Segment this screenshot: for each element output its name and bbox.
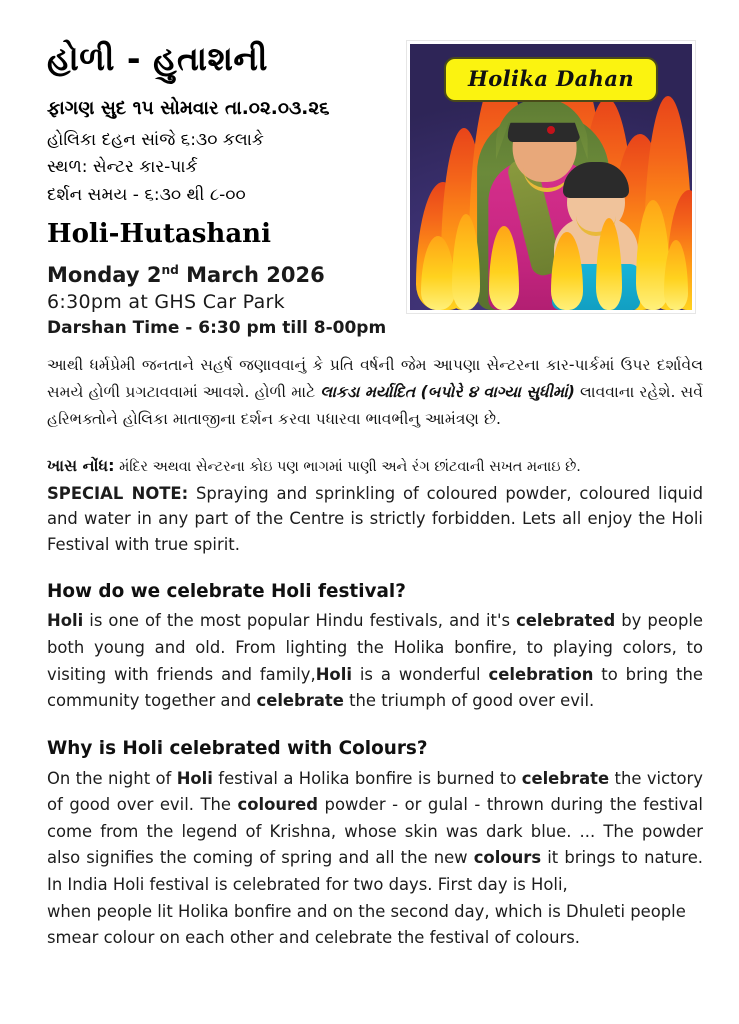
special-note-english — [47, 481, 703, 558]
section-heading-how: How do we celebrate Holi festival? — [47, 580, 406, 602]
how-text-1: is one of the most popular Hindu festivals, and it's — [83, 611, 517, 631]
poster-body — [0, 352, 739, 951]
invitation-text-part2: લાવવાના રહેશે. સર્વે હરિભક્તોને હોલિકા માતાજીના દર્શન કરવા પધારવા ભાવભીનુ આમંત્રણ છે. — [47, 383, 703, 428]
how-text-3: is a wonderful — [351, 664, 489, 684]
why-emph-coloured: coloured — [237, 795, 318, 815]
flame-core-icon — [421, 236, 455, 310]
section-heading-why: Why is Holi celebrated with Colours? — [47, 737, 428, 759]
event-date-english — [47, 262, 387, 288]
special-note-label-english: SPECIAL NOTE: — [47, 483, 189, 503]
invitation-paragraph-gujarati — [47, 352, 703, 432]
how-text-2: by people both young and old. From lighting the Holika bonfire, to playing colors, to visiting with friends and family, — [47, 611, 703, 684]
darshan-time-gujarati: દર્શન સમય - ૬:૩૦ થી ૮-૦૦ — [47, 184, 246, 205]
special-note-label-gujarati: ખાસ નોંધ: — [47, 455, 115, 475]
invitation-emphasis: લાકડા મર્યાદિત (બપોરે ૪ વાગ્યા સુધીમાં) — [320, 383, 575, 402]
artwork-title-banner — [444, 57, 658, 102]
date-prefix: Monday 2 — [47, 263, 162, 287]
artwork-title-text: Holika Dahan — [467, 66, 635, 91]
section-paragraph-how — [47, 608, 703, 714]
darshan-time-english: Darshan Time - 6:30 pm till 8-00pm — [47, 318, 387, 339]
special-note-text-english: Spraying and sprinkling of coloured powder, coloured liquid and water in any part of the Centre is strictly forbidden. Lets all enjoy the Holi Festival with true spirit. — [47, 483, 704, 554]
why-emph-holi: Holi — [176, 768, 213, 788]
how-emph-celebrated: celebrated — [516, 611, 616, 631]
why-text-3: the victory of good over evil. The — [47, 768, 703, 815]
special-note-text-gujarati: મંદિર અથવા સેન્ટરના કોઇ પણ ભાગમાં પાણી અને રંગ છાંટવાની સખત મનાઇ છે. — [114, 458, 581, 475]
how-text-4: to bring the community together and — [47, 664, 703, 711]
why-text-1: On the night of — [47, 768, 177, 788]
date-ordinal-suffix: nd — [161, 263, 179, 277]
why-emph-colours: colours — [473, 848, 542, 868]
how-text-5: the triumph of good over evil. — [343, 691, 595, 711]
date-suffix: March 2026 — [178, 263, 325, 287]
flame-core-icon — [551, 232, 583, 310]
why-text-2: festival a Holika bonfire is burned to — [212, 768, 522, 788]
how-emph-holi-2: Holi — [315, 664, 352, 684]
section-paragraph-why-continued: when people lit Holika bonfire and on the second day, which is Dhuleti people smear colour on each other and celebrate the festival of colours. — [47, 901, 686, 948]
event-venue-gujarati: સ્થળ: સેન્ટર કાર-પાર્ક — [47, 157, 198, 178]
how-emph-holi-1: Holi — [47, 611, 84, 631]
how-emph-celebration: celebration — [488, 664, 594, 684]
invitation-text-part1: આથી ધર્મપ્રેમી જનતાને સહર્ષ જણાવવાનું કે પ્રતિ વર્ષની જેમ આપણા સેન્ટરના કાર-પાર્કમાં ઉપર દર્શાવેલ સમયે હોળી પ્રગટાવવામાં આવશે. હોળી માટે — [47, 356, 703, 402]
flame-core-icon — [452, 214, 480, 310]
page-title-gujarati: હોળી - હુતાશની — [47, 39, 268, 78]
holika-dahan-illustration — [407, 41, 695, 313]
header-text-block — [47, 38, 387, 339]
event-date-gujarati: ફાગણ સુદ ૧૫ સોમવાર તા.૦૨.૦૩.૨૬ — [47, 97, 330, 119]
poster-header — [0, 0, 739, 339]
page-title-english: Holi-Hutashani — [47, 219, 271, 250]
why-text-5: it brings to nature. In India Holi festival is celebrated for two days. First day is Holi, — [47, 848, 704, 894]
event-time-venue-english: 6:30pm at GHS Car Park — [47, 291, 285, 314]
how-emph-celebrate: celebrate — [256, 691, 344, 711]
why-emph-celebrate: celebrate — [521, 768, 610, 788]
artwork-container — [407, 41, 695, 313]
event-name-gujarati: હોલિકા દહન સાંજે ૬:૩૦ કલાકે — [47, 129, 264, 150]
section-paragraph-why — [47, 766, 703, 899]
flame-core-icon — [596, 218, 622, 310]
special-note-gujarati — [47, 453, 703, 479]
why-text-4: powder - or gulal - thrown during the festival come from the legend of Krishna, whose skin was dark blue. ... The powder also signifies the coming of spring and all the new — [47, 795, 703, 868]
flame-core-icon — [489, 226, 519, 310]
